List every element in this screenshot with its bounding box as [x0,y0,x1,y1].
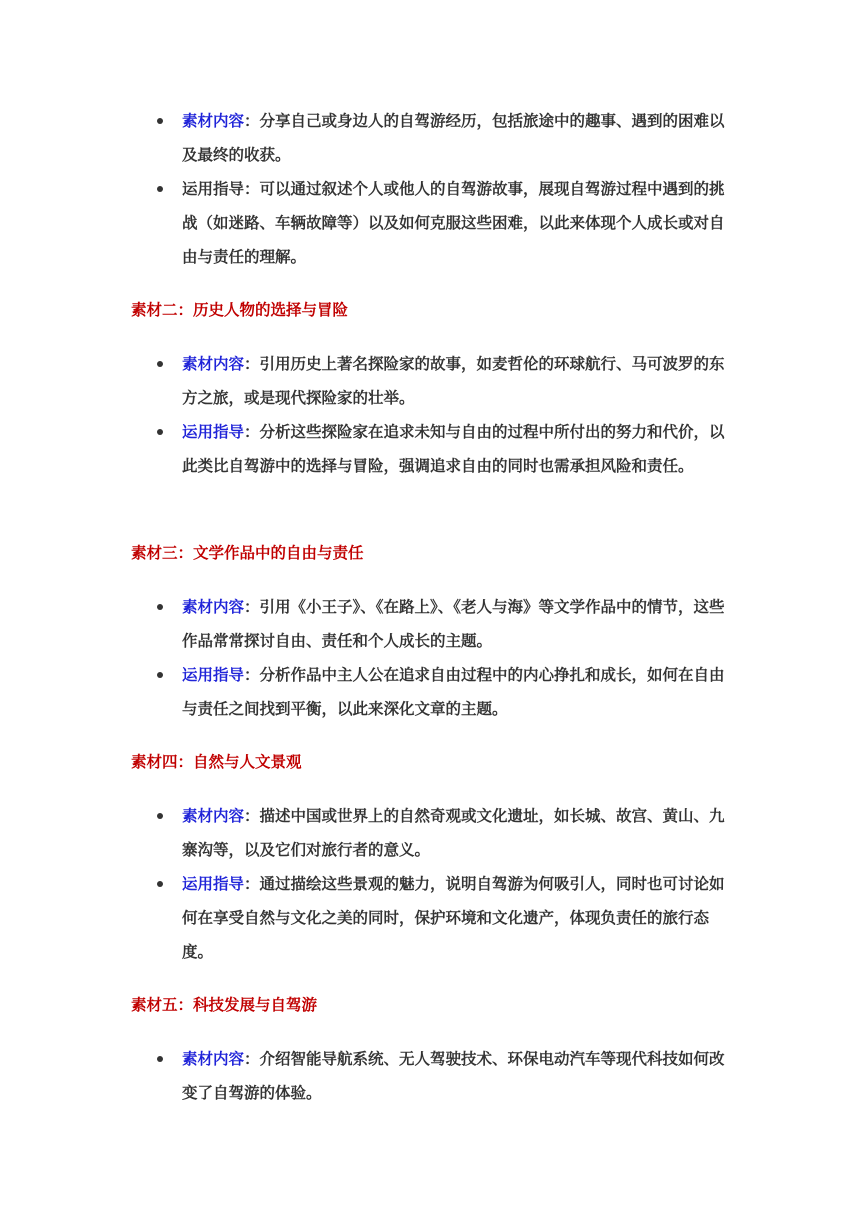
item-sep: ： [244,598,260,616]
list-item [182,658,734,726]
item-text: 引用《小王子》、《在路上》、《老人与海》等文学作品中的情节，这些作品常常探讨自由、责任和个人成长的主题。 [182,598,725,650]
item-label: 素材内容 [182,598,245,616]
item-label: 运用指导 [182,666,245,684]
section-heading: 素材四：自然与人文景观 [131,753,302,771]
item-text: 介绍智能导航系统、无人驾驶技术、环保电动汽车等现代科技如何改变了自驾游的体验。 [182,1050,725,1102]
item-label: 素材内容 [182,1050,245,1068]
item-sep: ： [244,1050,260,1068]
list-item [182,347,734,415]
item-label: 运用指导 [182,423,245,441]
list-item [182,104,734,172]
item-sep: ： [244,423,260,441]
list-item [182,590,734,658]
item-sep: ： [244,180,260,198]
item-text: 通过描绘这些景观的魅力，说明自驾游为何吸引人，同时也可讨论如何在享受自然与文化之美的同时，保护环境和文化遗产，体现负责任的旅行态度。 [182,875,725,961]
list-item [182,172,734,274]
item-label: 素材内容 [182,112,245,130]
item-text: 分析作品中主人公在追求自由过程中的内心挣扎和成长，如何在自由与责任之间找到平衡，以此来深化文章的主题。 [182,666,725,718]
list-item [182,1042,734,1110]
list-item [182,799,734,867]
item-text: 描述中国或世界上的自然奇观或文化遗址，如长城、故宫、黄山、九寨沟等，以及它们对旅行者的意义。 [182,807,725,859]
item-label: 素材内容 [182,807,245,825]
section-heading: 素材三：文学作品中的自由与责任 [131,544,364,562]
item-sep: ： [244,807,260,825]
item-text: 引用历史上著名探险家的故事，如麦哲伦的环球航行、马可波罗的东方之旅，或是现代探险家的壮举。 [182,355,725,407]
section-heading: 素材五：科技发展与自驾游 [131,996,318,1014]
item-label: 运用指导 [182,875,245,893]
item-sep: ： [244,666,260,684]
item-label: 运用指导 [182,180,245,198]
item-text: 分享自己或身边人的自驾游经历，包括旅途中的趣事、遇到的困难以及最终的收获。 [182,112,725,164]
item-sep: ： [244,875,260,893]
item-text: 可以通过叙述个人或他人的自驾游故事，展现自驾游过程中遇到的挑战（如迷路、车辆故障等）以及如何克服这些困难，以此来体现个人成长或对自由与责任的理解。 [182,180,725,266]
section-heading: 素材二：历史人物的选择与冒险 [131,301,349,319]
item-sep: ： [244,355,260,373]
item-sep: ： [244,112,260,130]
list-item [182,415,734,483]
item-text: 分析这些探险家在追求未知与自由的过程中所付出的努力和代价，以此类比自驾游中的选择与冒险，强调追求自由的同时也需承担风险和责任。 [182,423,725,475]
item-label: 素材内容 [182,355,245,373]
list-item [182,867,734,969]
